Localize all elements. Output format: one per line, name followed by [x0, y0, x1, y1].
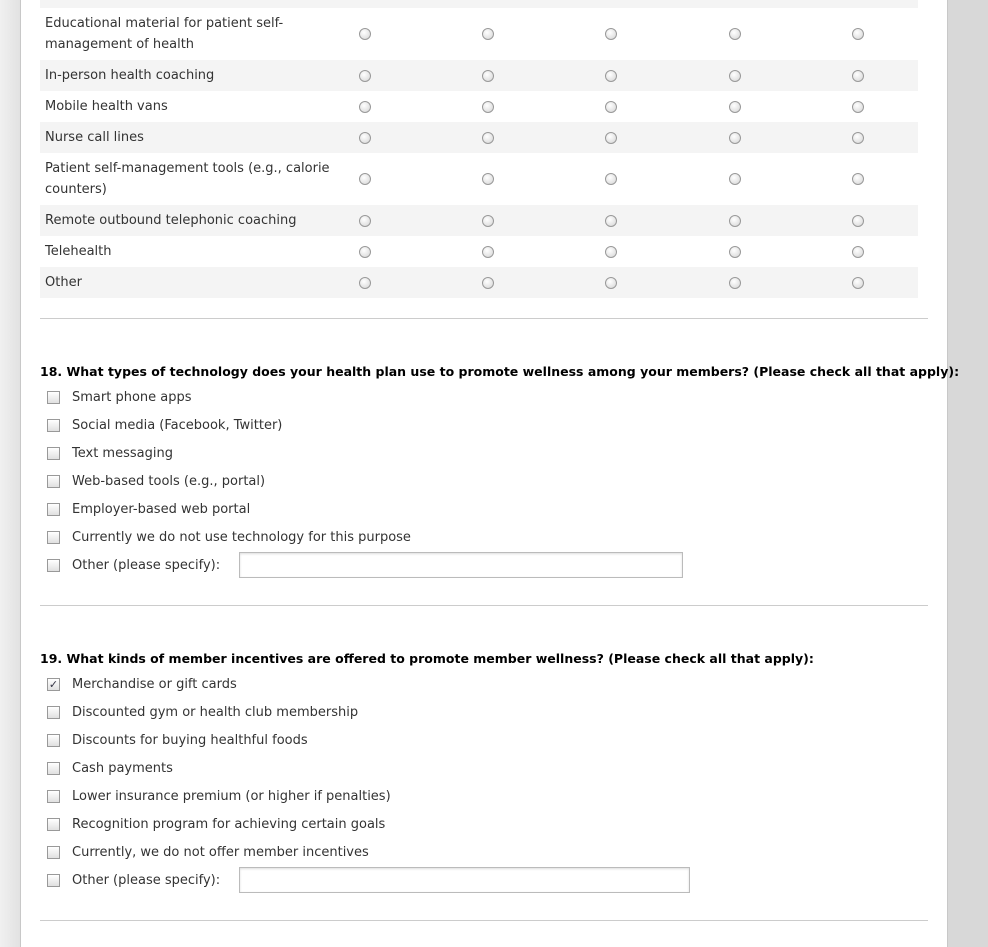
- matrix-radio-col-4[interactable]: [729, 101, 741, 113]
- checkbox[interactable]: [47, 391, 60, 404]
- matrix-radio-col-3[interactable]: [605, 173, 617, 185]
- option-label: Social media (Facebook, Twitter): [72, 417, 283, 433]
- matrix-radio-col-5[interactable]: [852, 277, 864, 289]
- other-specify-input[interactable]: [239, 867, 690, 893]
- matrix-radio-col-2[interactable]: [482, 215, 494, 227]
- matrix-radio-col-3[interactable]: [605, 215, 617, 227]
- checkbox[interactable]: [47, 790, 60, 803]
- option-label: Other (please specify):: [72, 872, 221, 888]
- divider: [40, 318, 928, 319]
- page-margin-left: [0, 0, 20, 947]
- checkbox[interactable]: [47, 818, 60, 831]
- option-label: Merchandise or gift cards: [72, 676, 237, 692]
- matrix-row: [40, 8, 918, 60]
- question-18-title: 18. What types of technology does your health plan use to promote wellness among your members? (Please check all that apply):: [40, 364, 960, 379]
- question-19-title: 19. What kinds of member incentives are offered to promote member wellness? (Please check all that apply):: [40, 651, 814, 666]
- option[interactable]: [47, 730, 308, 750]
- checkbox-checked[interactable]: ✓: [48, 677, 59, 691]
- matrix-radio-col-3[interactable]: [605, 132, 617, 144]
- matrix-radio-col-2[interactable]: [482, 246, 494, 258]
- matrix-radio-col-3[interactable]: [605, 28, 617, 40]
- matrix-radio-col-1[interactable]: [359, 28, 371, 40]
- checkbox[interactable]: [47, 734, 60, 747]
- matrix-radio-col-2[interactable]: [482, 70, 494, 82]
- option[interactable]: [47, 527, 411, 547]
- option[interactable]: [47, 786, 391, 806]
- matrix-row-label: Remote outbound telephonic coaching: [45, 213, 297, 228]
- checkbox[interactable]: [47, 706, 60, 719]
- matrix-radio-col-1[interactable]: [359, 173, 371, 185]
- checkbox[interactable]: [47, 874, 60, 887]
- matrix-row: [40, 153, 918, 205]
- option-label: Discounted gym or health club membership: [72, 704, 359, 720]
- option-label: Web-based tools (e.g., portal): [72, 473, 266, 489]
- checkbox[interactable]: [47, 503, 60, 516]
- option-label: Text messaging: [72, 445, 173, 461]
- matrix-row-previous: [40, 0, 918, 8]
- matrix-radio-col-1[interactable]: [359, 70, 371, 82]
- matrix-radio-col-2[interactable]: [482, 277, 494, 289]
- matrix-row: [40, 205, 918, 236]
- checkbox[interactable]: [47, 447, 60, 460]
- option[interactable]: [47, 499, 250, 519]
- matrix-row: [40, 236, 918, 267]
- option-label: Recognition program for achieving certain goals: [72, 816, 386, 832]
- option[interactable]: [47, 842, 369, 862]
- matrix-radio-col-1[interactable]: [359, 277, 371, 289]
- matrix-radio-col-4[interactable]: [729, 246, 741, 258]
- other-specify-input[interactable]: [239, 552, 683, 578]
- matrix-radio-col-5[interactable]: [852, 70, 864, 82]
- matrix-row-label: Educational material for patient self-management of health: [45, 16, 284, 52]
- option[interactable]: [47, 870, 220, 890]
- checkbox[interactable]: [47, 419, 60, 432]
- matrix-radio-col-5[interactable]: [852, 246, 864, 258]
- matrix-radio-col-5[interactable]: [852, 173, 864, 185]
- matrix-radio-col-1[interactable]: [359, 132, 371, 144]
- matrix-row-label: Patient self-management tools (e.g., calorie counters): [45, 161, 330, 197]
- matrix-row: [40, 91, 918, 122]
- option-label: Currently, we do not offer member incentives: [72, 844, 369, 860]
- matrix-row: [40, 267, 918, 298]
- matrix-row-label: Telehealth: [45, 244, 112, 259]
- option[interactable]: [47, 702, 358, 722]
- matrix-row-label: Nurse call lines: [45, 130, 144, 145]
- option[interactable]: [47, 471, 265, 491]
- matrix-radio-col-5[interactable]: [852, 101, 864, 113]
- matrix-row-label: Other: [45, 275, 82, 290]
- matrix-radio-col-3[interactable]: [605, 246, 617, 258]
- option-label: Currently we do not use technology for this purpose: [72, 529, 411, 545]
- divider: [40, 920, 928, 921]
- option-label: Discounts for buying healthful foods: [72, 732, 308, 748]
- matrix-radio-col-1[interactable]: [359, 101, 371, 113]
- matrix-radio-col-4[interactable]: [729, 215, 741, 227]
- matrix-radio-col-4[interactable]: [729, 70, 741, 82]
- option-label: Other (please specify):: [72, 557, 221, 573]
- matrix-radio-col-4[interactable]: [729, 28, 741, 40]
- matrix-radio-col-5[interactable]: [852, 28, 864, 40]
- matrix-radio-col-2[interactable]: [482, 28, 494, 40]
- checkbox[interactable]: [47, 846, 60, 859]
- matrix-row: [40, 60, 918, 91]
- matrix-row-label: In-person health coaching: [45, 68, 215, 83]
- option[interactable]: [47, 415, 282, 435]
- option[interactable]: [47, 443, 173, 463]
- matrix-radio-col-2[interactable]: [482, 173, 494, 185]
- checkbox[interactable]: [47, 531, 60, 544]
- matrix-radio-col-2[interactable]: [482, 101, 494, 113]
- matrix-radio-col-5[interactable]: [852, 215, 864, 227]
- option[interactable]: [47, 674, 237, 694]
- matrix-radio-col-1[interactable]: [359, 215, 371, 227]
- checkbox[interactable]: [47, 762, 60, 775]
- matrix-radio-col-2[interactable]: [482, 132, 494, 144]
- option-label: Employer-based web portal: [72, 501, 251, 517]
- option[interactable]: [47, 814, 385, 834]
- matrix-radio-col-1[interactable]: [359, 246, 371, 258]
- option[interactable]: [47, 758, 173, 778]
- option[interactable]: [47, 387, 192, 407]
- option-label: Lower insurance premium (or higher if penalties): [72, 788, 391, 804]
- matrix-radio-col-4[interactable]: [729, 277, 741, 289]
- matrix-radio-col-5[interactable]: [852, 132, 864, 144]
- matrix-row-label: Mobile health vans: [45, 99, 168, 114]
- divider: [40, 605, 928, 606]
- matrix-radio-col-3[interactable]: [605, 70, 617, 82]
- option-label: Smart phone apps: [72, 389, 192, 405]
- option[interactable]: [47, 555, 220, 575]
- option-label: Cash payments: [72, 760, 173, 776]
- matrix-radio-col-4[interactable]: [729, 132, 741, 144]
- checkbox[interactable]: [47, 475, 60, 488]
- matrix-radio-col-3[interactable]: [605, 101, 617, 113]
- matrix-radio-col-3[interactable]: [605, 277, 617, 289]
- checkbox[interactable]: [47, 559, 60, 572]
- matrix-row: [40, 122, 918, 153]
- matrix-radio-col-4[interactable]: [729, 173, 741, 185]
